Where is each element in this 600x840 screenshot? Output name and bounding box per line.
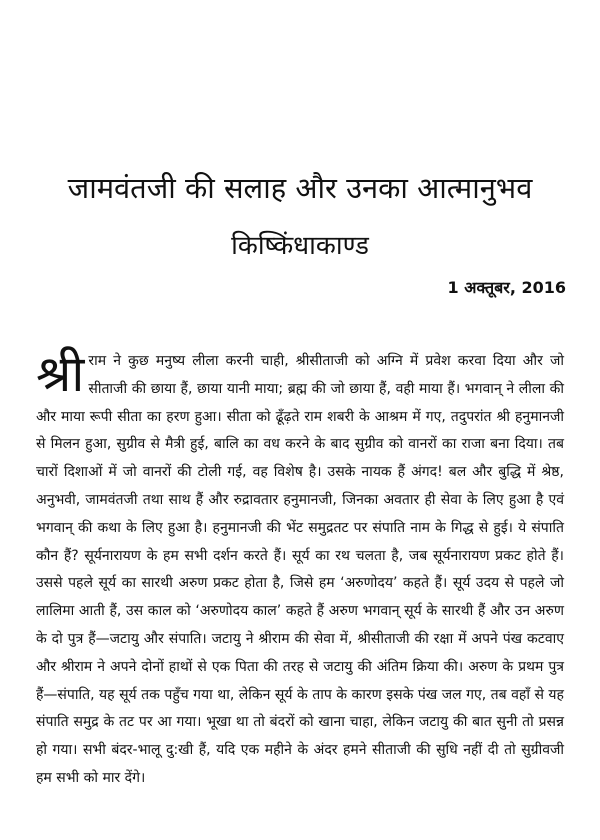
chapter-subtitle: किष्किंधाकाण्ड bbox=[231, 231, 369, 261]
chapter-title: जामवंतजी की सलाह और उनका आत्मानुभव bbox=[67, 171, 533, 205]
chapter-date: 1 अक्तूबर, 2016 bbox=[447, 278, 566, 297]
paragraph-text: राम ने कुछ मनुष्य लीला करनी चाही, श्रीसीताजी को अग्नि में प्रवेश करवा दिया और जो सीताजी की छाया हैं, छाया यानी माया; ब्रह्म की जो छाया हैं, वही माया हैं। भगवान् ने लीला की और माया रूपी सीता का हरण हुआ। सीता को ढूँढ़ते राम शबरी के आश्रम में गए, तदुपरांत श्री हनुमानजी से मिलन हुआ, सुग्रीव से मैत्री हुई, बालि का वध करने के बाद सुग्रीव को वानरों का राजा बना दिया। तब चारों दिशाओं में जो वानरों की टोली गई, वह विशेष है। उसके नायक हैं अंगद! बल और बुद्धि में श्रेष्ठ, अनुभवी, जामवंतजी तथा साथ हैं और रुद्रावतार हनुमानजी, जिनका अवतार ही सेवा के लिए हुआ है एवं भगवान् की कथा के लिए हुआ है। हनुमानजी की भेंट समुद्रतट पर संपाति नाम के गिद्ध से हुई। ये संपाति कौन हैं? सूर्यनारायण के हम सभी दर्शन करते हैं। सूर्य का रथ चलता है, जब सूर्यनारायण प्रकट होते हैं। उससे पहले सूर्य का सारथी अरुण प्रकट होता है, जिसे हम ‘अरुणोदय’ कहते हैं। सूर्य उदय से पहले जो लालिमा आती हैं, उस काल को ‘अरुणोदय काल’ कहते हैं अरुण भगवान् सूर्य के सारथी हैं और उन अरुण के दो पुत्र हैं—जटायु और संपाति। जटायु ने श्रीराम की सेवा में, श्रीसीताजी की रक्षा में अपने पंख कटवाए और श्रीराम ने अपने दोनों हाथों से एक पिता की तरह से जटायु की अंतिम क्रिया की। अरुण के प्रथम पुत्र हैं—संपाति, यह सूर्य तक पहुँच गया था, लेकिन सूर्य के ताप के कारण इसके पंख जल गए, तब वहाँ से यह संपाति समुद्र के तट पर आ गया। भूखा था तो बंदरों को खाना चाहा, लेकिन जटायु की बात सुनी तो प्रसन्न हो गया। सभी बंदर-भालू दु:खी हैं, यदि एक महीने के अंदर हमने सीताजी की सुधि नहीं दी तो सुग्रीवजी हम सभी को मार देंगे। bbox=[36, 353, 564, 786]
drop-cap: श्री bbox=[36, 345, 85, 403]
body-paragraph bbox=[36, 345, 564, 793]
body-text bbox=[36, 345, 564, 793]
